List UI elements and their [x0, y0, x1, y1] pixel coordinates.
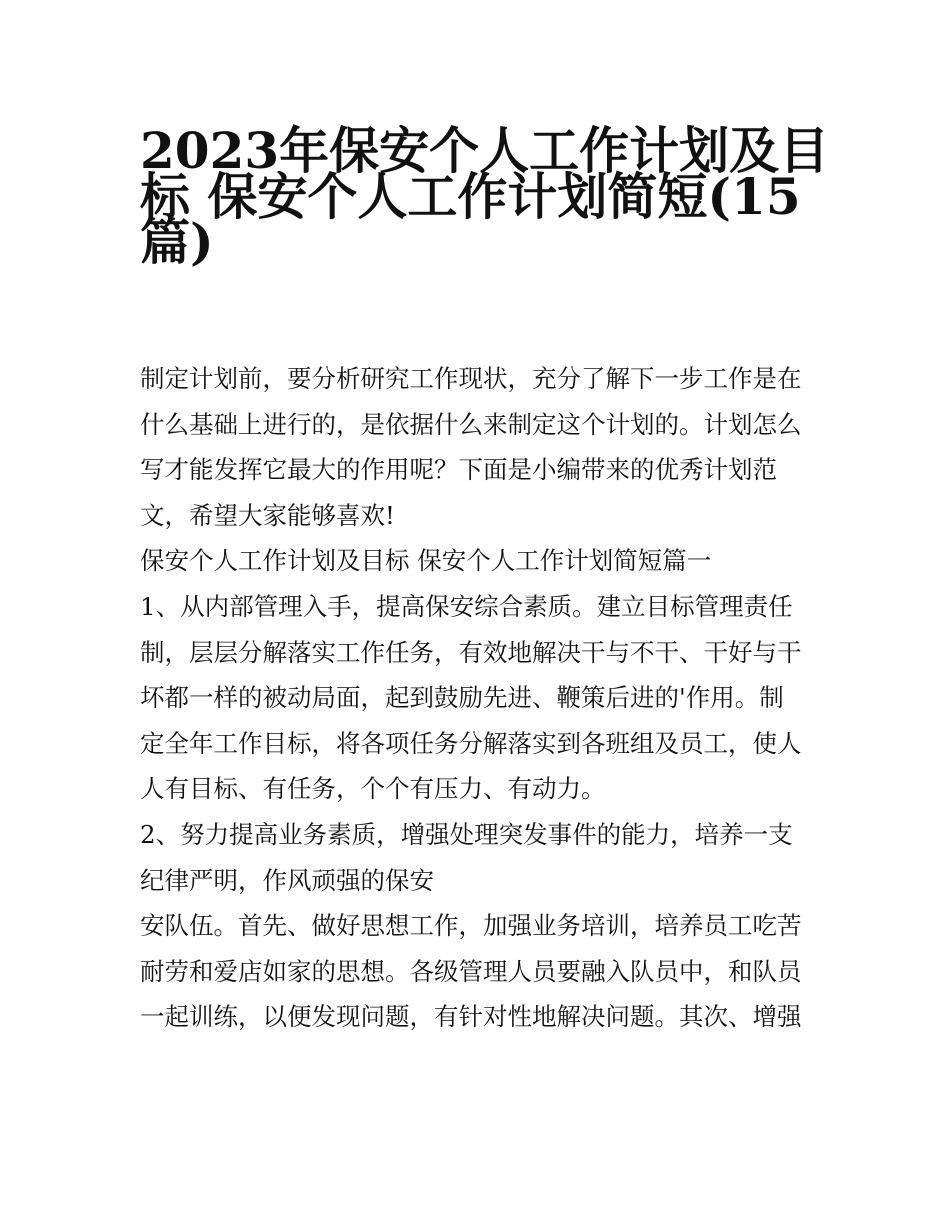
item-1-paragraph — [140, 584, 815, 812]
item-2-paragraph — [140, 812, 815, 903]
section-heading — [140, 538, 815, 584]
title-line: 2023年保安个人工作计划及目 — [140, 121, 830, 180]
document-title — [140, 112, 830, 272]
intro-paragraph — [140, 356, 815, 538]
text-line: 耐劳和爱店如家的思想。各级管理人员要融入队员中，和队员 — [140, 956, 802, 986]
text-line: 什么基础上进行的，是依据什么来制定这个计划的。计划怎么 — [140, 409, 802, 439]
title-line: 标 保安个人工作计划简短(15 — [140, 166, 801, 226]
text-line: 安队伍。首先、做好思想工作，加强业务培训，培养员工吃苦 — [140, 911, 802, 941]
text-line: 2、努力提高业务素质，增强处理突发事件的能力，培养一支 — [140, 819, 793, 849]
text-line: 制，层层分解落实工作任务，有效地解决干与不干、干好与干 — [140, 637, 802, 667]
text-line: 人有目标、有任务，个个有压力、有动力。 — [140, 774, 606, 804]
text-line: 文，希望大家能够喜欢! — [140, 500, 395, 530]
text-line: 1、从内部管理入手，提高保安综合素质。建立目标管理责任 — [140, 591, 793, 621]
text-line: 一起训练，以便发现问题，有针对性地解决问题。其次、增强 — [140, 1002, 802, 1032]
text-line: 定全年工作目标，将各项任务分解落实到各班组及员工，使人 — [140, 728, 802, 758]
text-line: 坏都一样的被动局面，起到鼓励先进、鞭策后进的'作用。制 — [140, 683, 784, 713]
text-line: 写才能发挥它最大的作用呢？下面是小编带来的优秀计划范 — [140, 455, 777, 485]
title-line: 篇) — [140, 212, 214, 272]
text-line: 制定计划前，要分析研究工作现状，充分了解下一步工作是在 — [140, 364, 802, 393]
document-body — [140, 356, 815, 1040]
text-line: 纪律严明，作风顽强的保安 — [140, 865, 434, 895]
text-line: 保安个人工作计划及目标 保安个人工作计划简短篇一 — [140, 546, 712, 576]
continuation-paragraph — [140, 903, 815, 1040]
